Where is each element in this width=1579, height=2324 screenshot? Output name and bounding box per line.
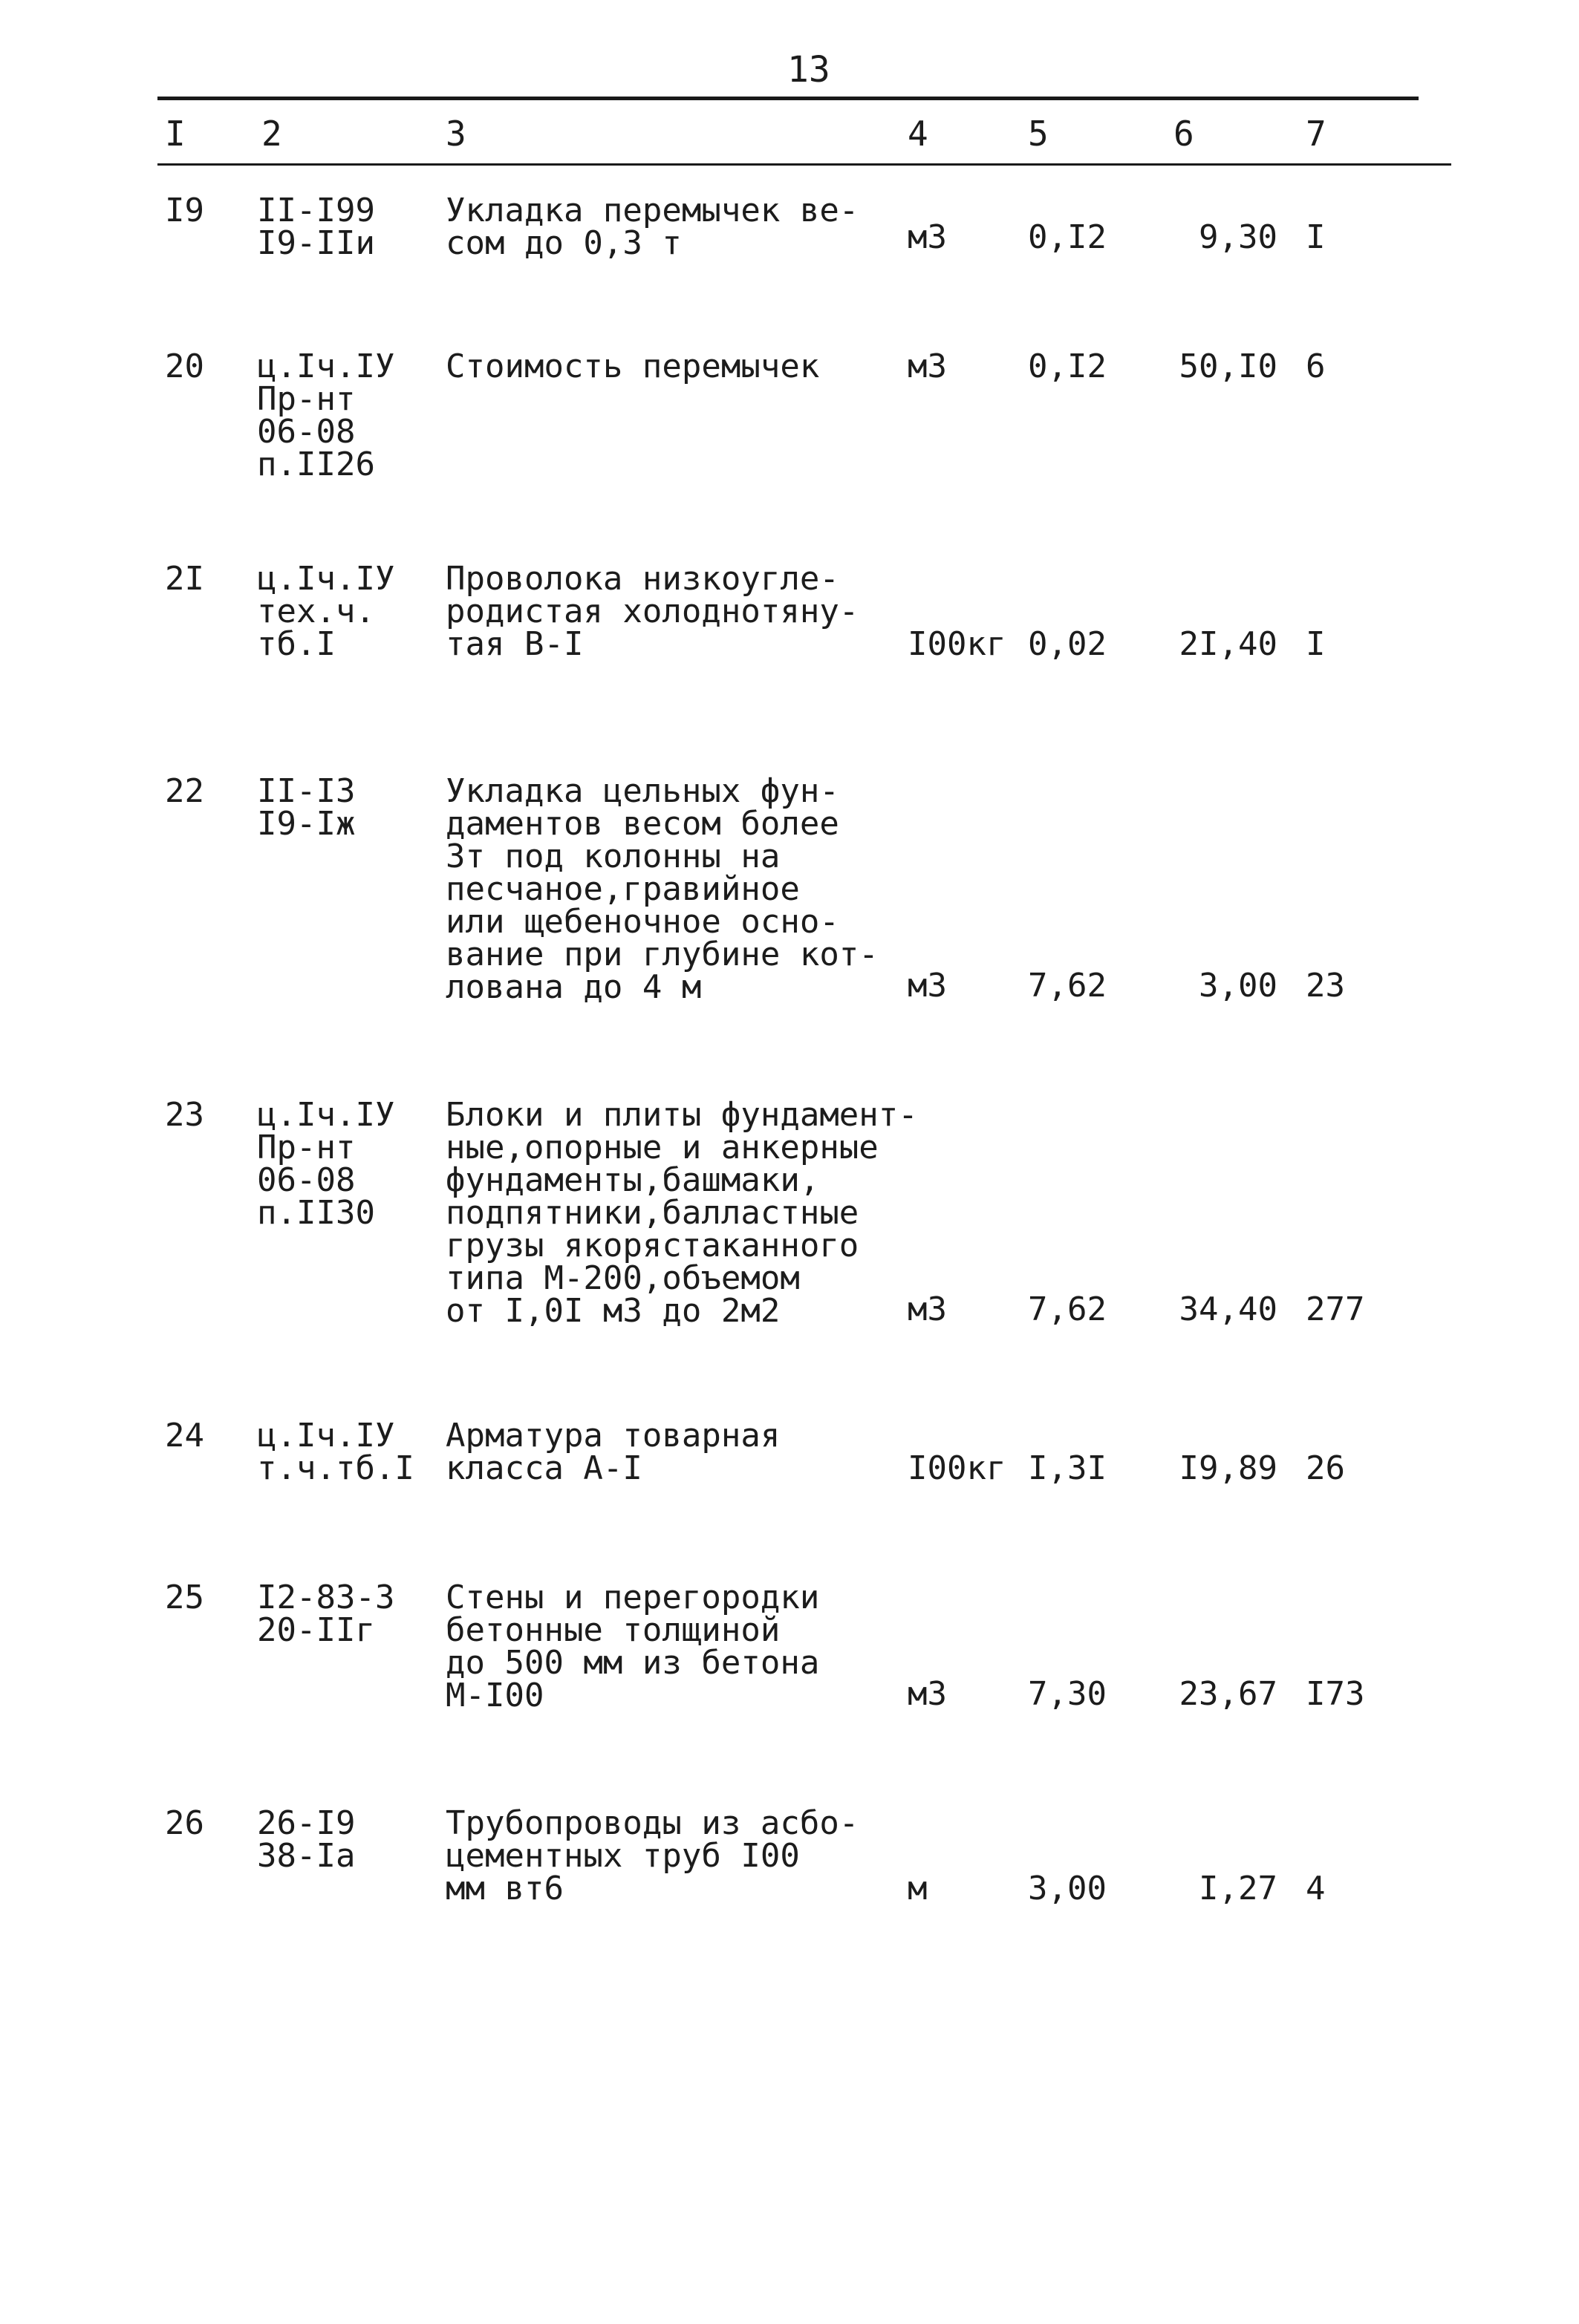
row-number: 2I (165, 560, 204, 598)
row-code: I2-83-3 20-IIг (257, 1579, 395, 1649)
row-quantity: 3,00 (1028, 1870, 1107, 1907)
row-code: II-I3 I9-Iж (257, 772, 356, 843)
row-number: 20 (165, 347, 204, 385)
row-code: ц.Iч.IУ Пр-нт 06-08 п.II30 (257, 1096, 395, 1232)
row-unit: I00кг (908, 1449, 1006, 1487)
row-total: I73 (1306, 1675, 1365, 1713)
row-price: I,27 (1199, 1870, 1277, 1907)
row-price: 2I,40 (1179, 625, 1277, 663)
row-code: ц.Iч.IУ Пр-нт 06-08 п.II26 (257, 347, 395, 483)
column-header-1: I (165, 114, 186, 154)
row-description: Арматура товарная класса А-I (446, 1417, 781, 1487)
row-description: Укладка цельных фун- даментов весом более 3т под колонны на песчаное,гравийное или щебеночное осно- вание при глубине кот- лована до 4 м (446, 772, 879, 1006)
row-number: 25 (165, 1579, 204, 1616)
row-number: 26 (165, 1804, 204, 1842)
row-code: II-I99 I9-IIи (257, 192, 375, 262)
column-header-6: 6 (1173, 114, 1194, 154)
column-header-2: 2 (261, 114, 282, 154)
row-description: Стены и перегородки бетонные толщиной до 500 мм из бетона М-I00 (446, 1579, 820, 1714)
column-header-row (0, 114, 1579, 162)
row-number: 23 (165, 1096, 204, 1134)
row-description: Проволока низкоугле- родистая холоднотяну- тая В-I (446, 560, 859, 663)
row-quantity: 0,02 (1028, 625, 1107, 663)
row-quantity: 7,30 (1028, 1675, 1107, 1713)
header-rule (157, 163, 1451, 166)
row-total: I (1306, 625, 1326, 663)
row-unit: м3 (908, 218, 947, 256)
row-total: 4 (1306, 1870, 1326, 1907)
row-unit: м (908, 1870, 928, 1907)
row-number: 22 (165, 772, 204, 810)
row-quantity: 7,62 (1028, 1290, 1107, 1328)
page-number: 13 (787, 49, 830, 91)
row-quantity: I,3I (1028, 1449, 1107, 1487)
row-unit: I00кг (908, 625, 1006, 663)
row-unit: м3 (908, 1290, 947, 1328)
row-price: 34,40 (1179, 1290, 1277, 1328)
row-number: 24 (165, 1417, 204, 1455)
row-price: I9,89 (1179, 1449, 1277, 1487)
row-unit: м3 (908, 1675, 947, 1713)
row-total: I (1306, 218, 1326, 256)
row-price: 50,I0 (1179, 347, 1277, 385)
row-price: 23,67 (1179, 1675, 1277, 1713)
row-code: ц.Iч.IУ т.ч.тб.I (257, 1417, 414, 1487)
row-quantity: 0,I2 (1028, 218, 1107, 256)
row-unit: м3 (908, 347, 947, 385)
row-price: 9,30 (1199, 218, 1277, 256)
row-description: Стоимость перемычек (446, 347, 820, 385)
row-unit: м3 (908, 967, 947, 1005)
row-code: ц.Iч.IУ тех.ч. тб.I (257, 560, 395, 663)
row-price: 3,00 (1199, 967, 1277, 1005)
row-quantity: 0,I2 (1028, 347, 1107, 385)
column-header-3: 3 (446, 114, 466, 154)
row-code: 26-I9 38-Iа (257, 1804, 356, 1875)
row-total: 23 (1306, 967, 1345, 1005)
row-total: 277 (1306, 1290, 1365, 1328)
row-description: Трубопроводы из асбо- цементных труб I00 мм вт6 (446, 1804, 859, 1907)
row-total: 26 (1306, 1449, 1345, 1487)
column-header-5: 5 (1028, 114, 1049, 154)
row-quantity: 7,62 (1028, 967, 1107, 1005)
column-header-4: 4 (908, 114, 928, 154)
row-description: Блоки и плиты фундамент- ные,опорные и анкерные фундаменты,башмаки, подпятники,балластные грузы якорястаканного типа М-200,объемом от I,0I м3 до 2м2 (446, 1096, 918, 1330)
row-number: I9 (165, 192, 204, 229)
top-rule (157, 97, 1419, 100)
row-total: 6 (1306, 347, 1326, 385)
column-header-7: 7 (1306, 114, 1326, 154)
row-description: Укладка перемычек ве- сом до 0,3 т (446, 192, 859, 262)
